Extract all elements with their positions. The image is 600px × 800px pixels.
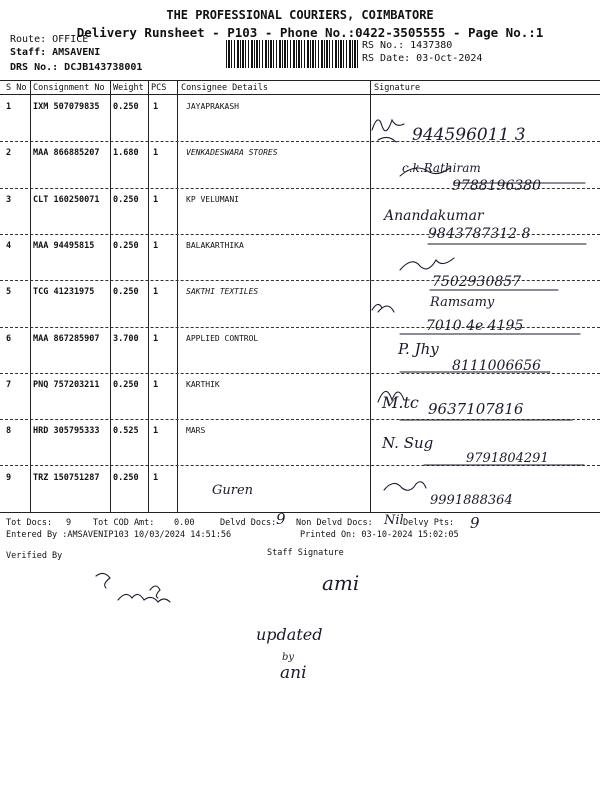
column-header-weight: Weight	[113, 83, 144, 93]
rs-date: RS Date: 03-Oct-2024	[362, 53, 483, 64]
tot-cod-label: Tot COD Amt:	[93, 518, 155, 528]
row-consignment-no: PNQ 757203211	[33, 380, 100, 390]
row-pcs: 1	[153, 148, 159, 158]
row6-phone-handwritten: 8111006656	[452, 358, 542, 374]
row7-name-handwritten: M.tc	[382, 393, 419, 412]
row-consignee: BALAKARTHIKA	[186, 241, 244, 250]
row-consignment-no: MAA 94495815	[33, 241, 95, 251]
updated-by-note: by	[282, 652, 295, 663]
row-weight: 1.680	[113, 148, 139, 158]
staff-label: Staff: AMSAVENI	[10, 47, 101, 58]
row5-phone-handwritten: 7010 4e 4195	[426, 318, 524, 334]
row-consignment-no: CLT 160250071	[33, 195, 100, 205]
delvy-pts-handwritten: 9	[470, 514, 480, 532]
delvd-docs-handwritten: 9	[276, 510, 286, 528]
row5-name-handwritten: Ramsamy	[430, 295, 495, 310]
updated-signature: ani	[280, 663, 307, 683]
tot-docs-label: Tot Docs:	[6, 518, 53, 528]
row-consignee: APPLIED CONTROL	[186, 334, 259, 343]
drs-number: DRS No.: DCJB143738001	[10, 62, 143, 73]
row3-name-handwritten: Anandakumar	[384, 208, 484, 224]
column-header-sno: S No	[6, 83, 27, 93]
signature-scribble	[384, 482, 426, 491]
row-pcs: 1	[153, 102, 159, 112]
row9-phone-handwritten: 9991888364	[430, 493, 513, 508]
tot-docs-value: 9	[66, 518, 72, 528]
row-sno: 1	[6, 102, 12, 112]
non-delvd-docs-label: Non Delvd Docs:	[296, 518, 373, 528]
tot-cod-value: 0.00	[174, 518, 195, 528]
staff-signature-label: Staff Signature	[267, 548, 344, 558]
row-weight: 0.525	[113, 426, 139, 436]
row2-phone-handwritten: 9788196380	[452, 178, 542, 194]
row-consignment-no: HRD 305795333	[33, 426, 100, 436]
column-header-consignment: Consignment No	[33, 83, 105, 93]
row8-name-handwritten: N. Sug	[382, 434, 434, 452]
row-sno: 9	[6, 473, 12, 483]
row-sno: 7	[6, 380, 12, 390]
row-weight: 0.250	[113, 241, 139, 251]
row-weight: 0.250	[113, 287, 139, 297]
verified-signature	[118, 586, 170, 602]
row-consignee: KARTHIK	[186, 380, 220, 389]
entered-by: Entered By :AMSAVENIP103 10/03/2024 14:51:56	[6, 530, 232, 540]
row9-consignee-handwritten: Guren	[212, 483, 254, 498]
column-header-signature: Signature	[374, 83, 421, 93]
row2-name-handwritten: c.k.Rathiram	[402, 161, 481, 175]
row3-phone-handwritten: 9843787312 8	[428, 226, 531, 242]
row-sno: 2	[6, 148, 12, 158]
row7-phone-handwritten: 9637107816	[428, 400, 524, 418]
staff-signature-handwritten: ami	[322, 571, 360, 595]
row-pcs: 1	[153, 195, 159, 205]
signature-scribble	[400, 258, 454, 270]
non-delvd-docs-handwritten: Nil	[384, 513, 404, 528]
row-pcs: 1	[153, 287, 159, 297]
delvd-docs-label: Delvd Docs:	[220, 518, 277, 528]
row-consignment-no: TRZ 150751287	[33, 473, 100, 483]
row-consignment-no: IXM 507079835	[33, 102, 100, 112]
printed-on: Printed On: 03-10-2024 15:02:05	[300, 530, 459, 540]
row-pcs: 1	[153, 380, 159, 390]
row-consignee: SAKTHI TEXTILES	[186, 287, 259, 296]
row-sno: 6	[6, 334, 12, 344]
rs-number: RS No.: 1437380	[362, 40, 453, 51]
row-sno: 3	[6, 195, 12, 205]
route-label: Route: OFFICE	[10, 34, 89, 45]
row-sno: 8	[6, 426, 12, 436]
row-consignee: KP VELUMANI	[186, 195, 239, 204]
verified-by-label: Verified By	[6, 551, 63, 561]
row-consignment-no: TCG 41231975	[33, 287, 95, 297]
updated-note: updated	[256, 625, 323, 644]
row-consignee: VENKADESWARA STORES	[186, 148, 278, 157]
row-sno: 5	[6, 287, 12, 297]
row-weight: 3.700	[113, 334, 139, 344]
row6-name-handwritten: P. Jhy	[398, 340, 439, 358]
company-name: THE PROFESSIONAL COURIERS, COIMBATORE	[166, 8, 434, 22]
row-consignment-no: MAA 866885207	[33, 148, 100, 158]
column-header-pcs: PCS	[151, 83, 167, 93]
runsheet-title: Delivery Runsheet - P103 - Phone No.:0422-3505555 - Page No.:1	[76, 25, 544, 40]
signature-scribble	[372, 304, 394, 312]
row-weight: 0.250	[113, 473, 139, 483]
row4-phone-handwritten: 7502930857	[432, 274, 522, 290]
row8-phone-handwritten: 9791804291	[466, 451, 549, 466]
column-header-consignee: Consignee Details	[181, 83, 268, 93]
row1-phone-handwritten: 944596011 3	[412, 125, 526, 145]
row-pcs: 1	[153, 473, 159, 483]
row-consignee: MARS	[186, 426, 206, 435]
row-weight: 0.250	[113, 195, 139, 205]
row-pcs: 1	[153, 334, 159, 344]
row-weight: 0.250	[113, 380, 139, 390]
signature-scribble	[372, 120, 404, 142]
row-consignment-no: MAA 867285907	[33, 334, 100, 344]
row-weight: 0.250	[113, 102, 139, 112]
row-sno: 4	[6, 241, 12, 251]
row-pcs: 1	[153, 241, 159, 251]
row-pcs: 1	[153, 426, 159, 436]
handwritten-text	[212, 125, 549, 683]
row-consignee: JAYAPRAKASH	[186, 102, 239, 111]
delvy-pts-label: Delvy Pts:	[403, 518, 455, 528]
verified-signature	[96, 573, 110, 588]
